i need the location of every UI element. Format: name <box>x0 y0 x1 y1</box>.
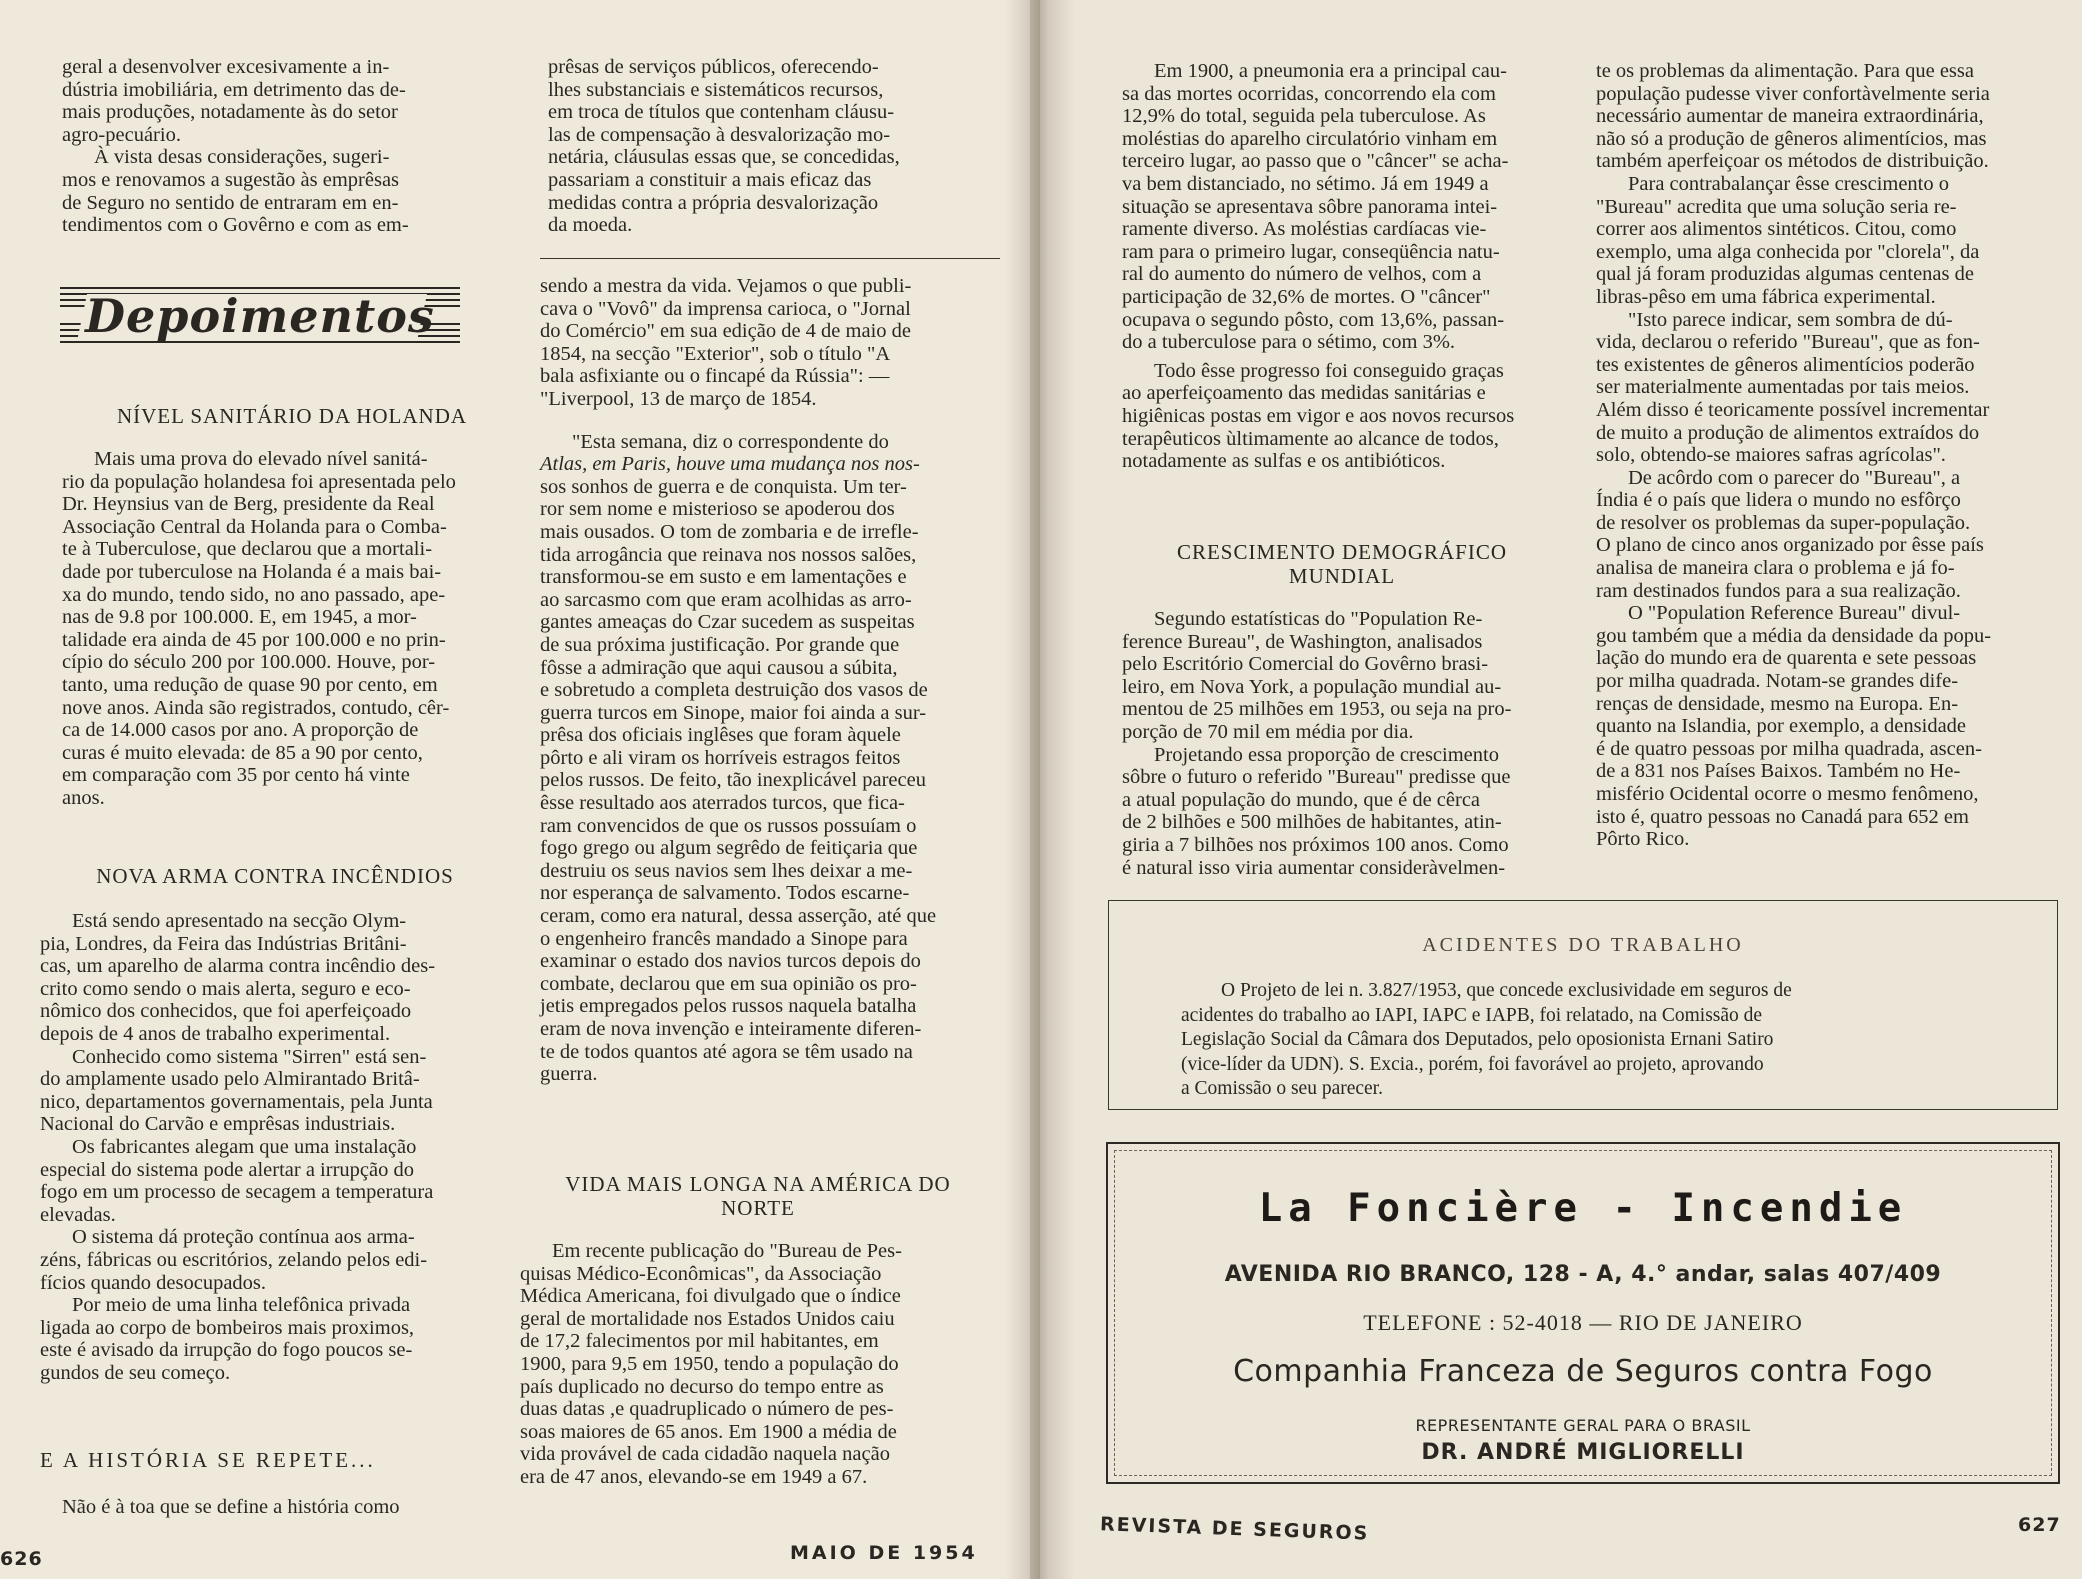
section-divider-rule <box>540 258 1000 259</box>
right-col1-top: Em 1900, a pneumonia era a principal cau- sa das mortes ocorridas, concorrendo ela com 12,9% do total, seguida pela tuberculose. As moléstias do aparelho circulatório vinham em terceiro lugar, ao passo que o "câncer" se acha- va bem distanciado, no sétimo. Já em 1949 a situação se apresentava sôbre panorama intei- ramente diverso. As moléstias cardíacas vie- ram para o primeiro lugar, conseqüência natu- ral do aumento do número de velhos, com a participação de 32,6% de mortes. O "câncer" ocupava o segundo pôsto, com 13,6%, passan- do a tuberculose para o sétimo, com 3%. Todo êsse progresso foi conseguido graças ao aperfeiçoamento das medidas sanitárias e higiênicas postas em vigor e aos novos recursos terapêuticos ùltimamente ao alcance de todos, notadamente as sulfas e os antibióticos. <box>1122 60 1515 473</box>
ad-company: Companhia Franceza de Seguros contra Fogo <box>1233 1354 1933 1389</box>
ad-representative-name: DR. ANDRÉ MIGLIORELLI <box>1421 1440 1745 1465</box>
article-heading: NOVA ARMA CONTRA INCÊNDIOS <box>96 864 454 888</box>
left-col1-top: geral a desenvolver excesivamente a in- dústria imobiliária, em detrimento das de- mais produções, notadamente às do setor agro-pecuário. À vista desas considerações, sugeri- mos e renovamos a sugestão às emprêsas de Seguro no sentido de entraram em en- tendimentos com o Govêrno e com as em- <box>62 56 409 237</box>
article-heading: NÍVEL SANITÁRIO DA HOLANDA <box>116 404 468 428</box>
nova-arma-article: NOVA ARMA CONTRA INCÊNDIOS Está sendo apresentado na secção Olym- pia, Londres, da Feira das Indústrias Britâni- cas, um aparelho de alarma contra incêndio des- crito como sendo o mais alerta, seguro e eco- nômico dos conhecidos, que foi aperfeiçoado depois de 4 anos de trabalho experimental. Conhecido como sistema "Sirren" está sen- do amplamente usado pelo Almirantado Britâ- nico, departamentos governamentais, pela Junta Nacional do Carvão e emprêsas industriais. Os fabricantes alegam que uma instalação especial do sistema pode alertar a irrupção do fogo em um processo de secagem a temperatura elevadas. O sistema dá proteção contínua aos arma- zéns, fábricas ou escritórios, zelando pelos edi- fícios quando desocupados. Por meio de uma linha telefônica privada ligada ao corpo de bombeiros mais proximos, este é avisado da irrupção do fogo poucos se- gundos de seu começo. <box>40 864 510 1384</box>
depoimentos-logo <box>50 280 470 350</box>
box-heading: ACIDENTES DO TRABALHO <box>1422 934 1744 956</box>
article-heading: E A HISTÓRIA SE REPETE... <box>40 1448 376 1472</box>
date-footer: MAIO DE 1954 <box>790 1542 978 1564</box>
left-page <box>0 0 1030 1579</box>
right-col2-top: te os problemas da alimentação. Para que essa população pudesse viver confortàvelmente seria necessário aumentar de maneira extraordinária, não só a produção de gêneros alimentícios, mas também aperfeiçoar os métodos de distribuição. Para contrabalançar êsse crescimento o "Bureau" acredita que uma solução seria re- correr aos alimentos sintéticos. Citou, como exemplo, uma alga conhecida por "clorela", da qual já foram produzidas algumas centenas de libras-pêso em uma fábrica experimental. "Isto parece indicar, sem sombra de dú- vida, declarou o referido "Bureau", que as fon- tes existentes de gêneros alimentícios poderão ser materialmente aumentadas por tais meios. Além disso é teoricamente possível incrementar de muito a produção de alimentos extraídos do solo, obtendo-se maiores safras agrícolas". De acôrdo com o parecer do "Bureau", a Índia é o país que lidera o mundo no esfôrço de resolver os problemas da super-população. O plano de cinco anos organizado por êsse país analisa de maneira clara o problema e já fo- ram destinados fundos para a sua realização. O "Population Reference Bureau" divul- gou também que a média da densidade da popu- lação do mundo era de quarenta e sete pessoas por milha quadrada. Notam-se grandes dife- renças de densidade, mesmo na Europa. En- quanto na Islandia, por exemplo, a densidade é de quatro pessoas por milha quadrada, ascen- de a 831 nos Países Baixos. Também no He- misfério Ocidental ocorre o mesmo fenômeno, isto é, quatro pessoas no Canadá para 652 em Pôrto Rico. <box>1596 60 1992 851</box>
ad-address: AVENIDA RIO BRANCO, 128 - A, 4.° andar, salas 407/409 <box>1224 1262 1942 1287</box>
page-number: 626 <box>0 1548 43 1570</box>
crescimento-article: CRESCIMENTO DEMOGRÁFICO MUNDIAL Segundo estatísticas do "Population Re- ference Bureau", de Washington, analisados pelo Escritório Comercial do Govêrno brasi- leiro, em Nova York, a população mundial au- mentou de 25 milhões em 1953, ou seja na pro- porção de 70 mil em média por dia. Projetando essa proporção de crescimento sôbre o futuro o referido "Bureau" predisse que a atual população do mundo, que é de cêrca de 2 bilhões e 500 milhões de habitantes, atin- giria a 7 bilhões nos próximos 100 anos. Como é natural isso viria aumentar consideràvelmen- <box>1122 540 1562 879</box>
ad-representative-label: REPRESENTANTE GERAL PARA O BRASIL <box>1415 1416 1751 1435</box>
article-heading: VIDA MAIS LONGA NA AMÉRICA DO <box>565 1172 951 1196</box>
depoimentos-logo-text: Depoimentos <box>85 289 435 343</box>
left-col2-top: prêsas de serviços públicos, oferecendo- lhes substanciais e sistemáticos recursos, em troca de títulos que contenham cláusu- las de compensação à desvalorização mo- netária, cláusulas essas que, se concedidas, passariam a constituir a mais eficaz das medidas contra a própria desvalorização da moeda. <box>548 56 900 237</box>
right-page <box>1040 0 2082 1579</box>
article-heading: CRESCIMENTO DEMOGRÁFICO <box>1176 540 1508 564</box>
page-number: 627 <box>2018 1514 2061 1536</box>
journal-footer: REVISTA DE SEGUROS <box>1099 1513 1370 1545</box>
historia-article: E A HISTÓRIA SE REPETE... Não é à toa que se define a história como <box>30 1448 510 1519</box>
acidentes-do-trabalho-box: ACIDENTES DO TRABALHO O Projeto de lei n. 3.827/1953, que concede exclusividade em seguros de acidentes do trabalho ao IAPI, IAPC e IAPB, foi relatado, na Comissão de Legislação Social da Câmara dos Deputados, pelo oposionista Ernani Satiro (vice-líder da UDN). S. Excia., porém, foi favorável ao projeto, aprovando a Comissão o seu parecer. <box>1108 900 2058 1110</box>
ad-title: La Foncière - Incendie <box>1258 1186 1908 1231</box>
nivel-sanitario-article: NÍVEL SANITÁRIO DA HOLANDA Mais uma prova do elevado nível sanitá- rio da população holandesa foi apresentada pelo Dr. Heynsius van de Berg, presidente da Real Associação Central da Holanda para o Comba- te à Tuberculose, que declarou que a mortali- dade por tuberculose na Holanda é a mais bai- xa do mundo, tendo sido, no ano passado, ape- nas de 9.8 por 100.000. E, em 1945, a mor- talidade era ainda de 45 por 100.000 e no prin- cípio do século 200 por 100.000. Houve, por- tanto, uma redução de quase 90 por cento, em nove anos. Ainda são registrados, contudo, cêr- ca de 14.000 casos por ano. A proporção de curas é muito elevada: de 85 a 90 por cento, em comparação com 35 por cento há vinte anos. <box>62 404 522 810</box>
vida-mais-longa-article: VIDA MAIS LONGA NA AMÉRICA DO NORTE Em recente publicação do "Bureau de Pes- quisas Médico-Econômicas", da Associação Médica Americana, foi divulgado que o índice geral de mortalidade nos Estados Unidos caiu de 17,2 falecimentos por mil habitantes, em 1900, para 9,5 em 1950, tendo a população do país duplicado no decurso do tempo entre as duas datas ,e quadruplicado o número de pes- soas maiores de 65 anos. Em 1900 a média de vida provável de cada cidadão naquela nação era de 47 anos, elevando-se em 1949 a 67. <box>520 1172 996 1489</box>
left-col2-main: sendo a mestra da vida. Vejamos o que publi- cava o "Vovô" da imprensa carioca, o "Jornal do Comércio" em sua edição de 4 de maio de 1854, na secção "Exterior", sob o título "A bala asfixiante ou o fincapé da Rússia": — "Liverpool, 13 de março de 1854. "Esta semana, diz o correspondente do Atlas, em Paris, houve uma mudança nos nos- sos sonhos de guerra e de conquista. Um ter- ror sem nome e misterioso se apoderou dos mais ousados. O tom de zombaria e de irrefle- tida arrogância que reinava nos nossos salões, transformou-se em susto e em lamentações e ao sarcasmo com que eram acolhidas as arro- gantes ameaças do Czar sucedem as suspeitas de sua próxima justificação. Por grande que fôsse a admiração que aqui causou a súbita, e sobretudo a completa destruição dos vasos de guerra turcos em Sinope, maior foi ainda a sur- prêsa dos oficiais inglêses que foram àquele pôrto e ali viram os horríveis estragos feitos pelos russos. De feito, tão inexplicável pareceu êsse resultado aos aterrados turcos, que fica- ram convencidos de que os russos possuíam o fogo grego ou algum segrêdo de feitiçaria que destruiu os seus navios sem lhes deixar a me- nor esperança de salvamento. Todos escarne- ceram, como era natural, dessa asserção, até que o engenheiro francês mandado a Sinope para examinar o estado dos navios turcos depois do combate, declarou que em sua opinião os pro- jetis empregados pelos russos naquela batalha eram de nova invenção e inteiramente diferen- te de todos quantos até agora se têm usado na guerra. <box>540 275 937 1086</box>
book-gutter-shadow <box>1005 0 1075 1579</box>
ad-phone: TELEFONE : 52-4018 — RIO DE JANEIRO <box>1363 1310 1803 1335</box>
la-fonciere-advertisement <box>1106 1142 2060 1484</box>
